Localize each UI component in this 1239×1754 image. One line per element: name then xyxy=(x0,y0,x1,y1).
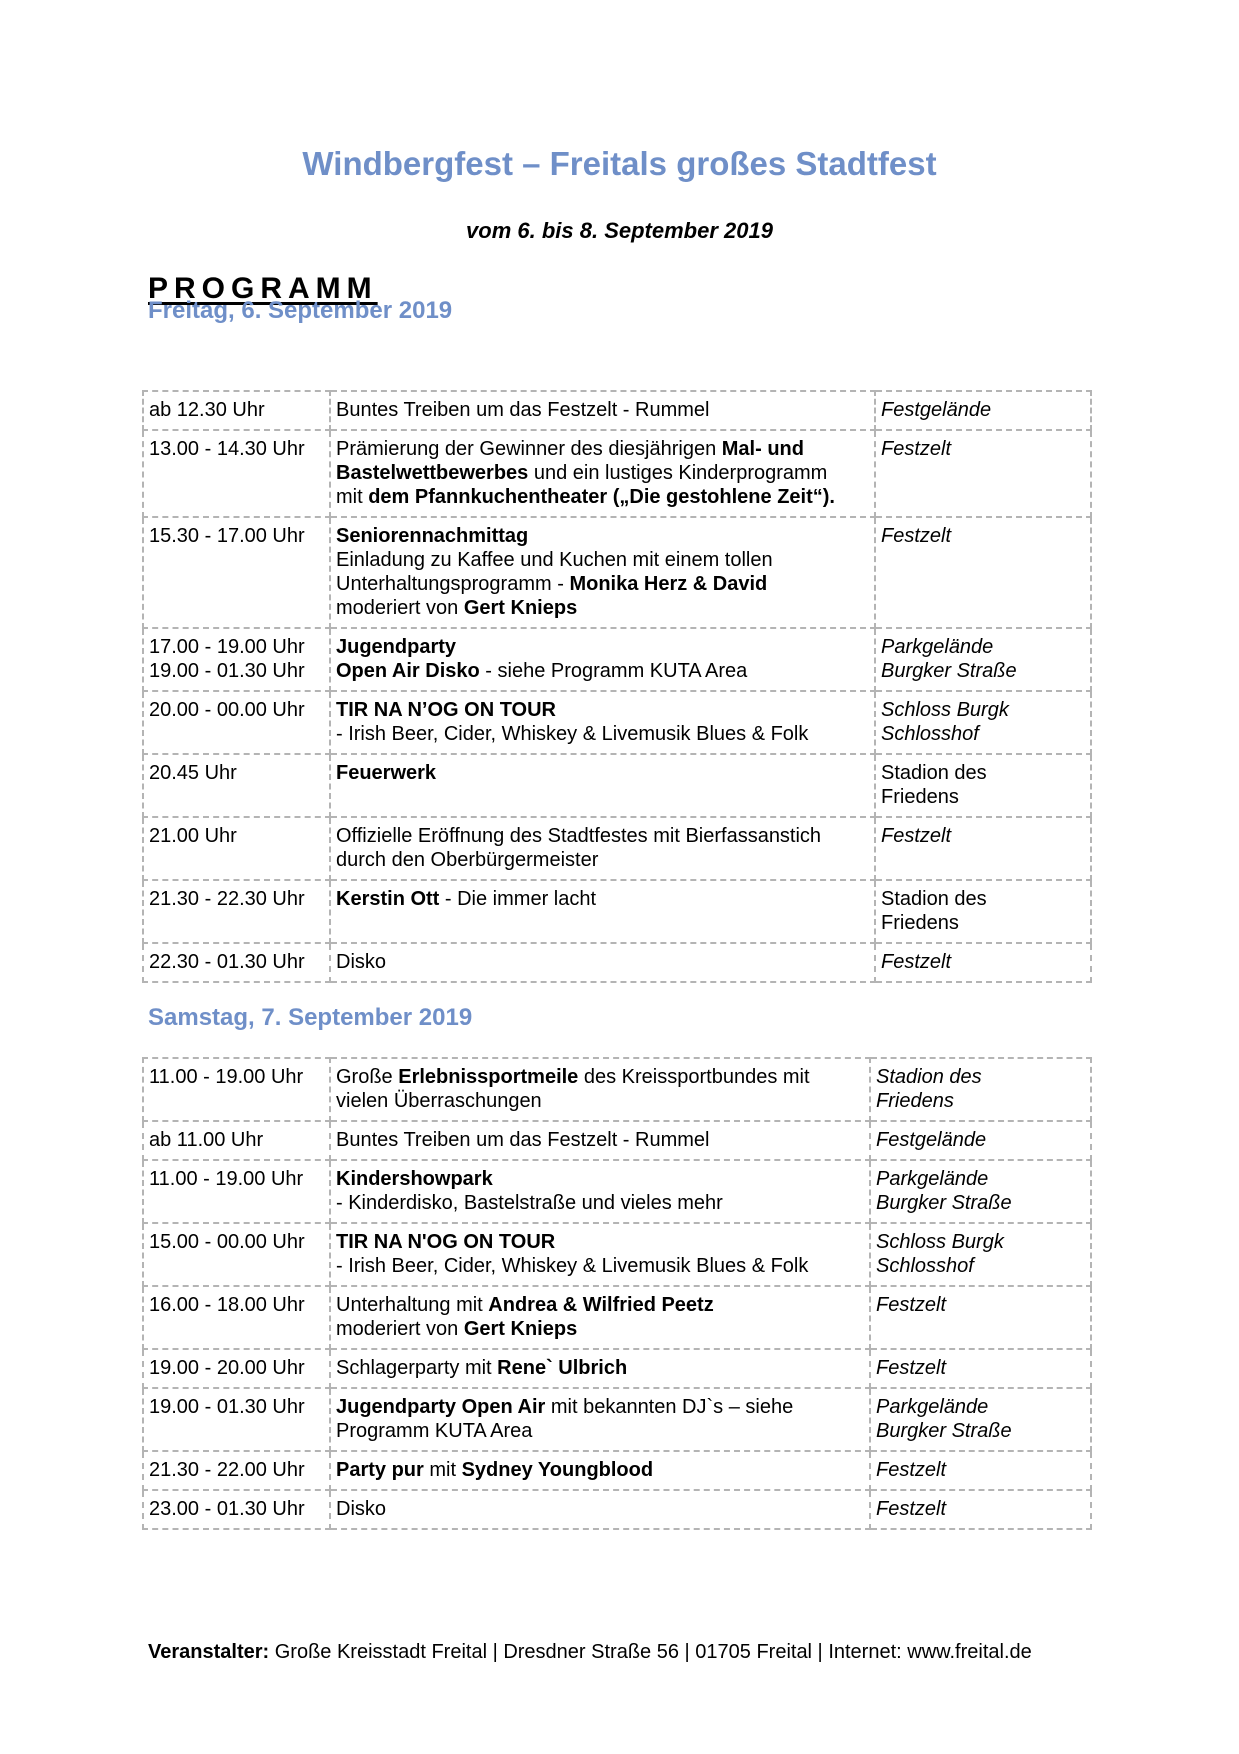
highlight-text: Gert Knieps xyxy=(463,1318,578,1340)
location-text: Festzelt xyxy=(881,525,952,547)
description-line xyxy=(336,1089,864,1113)
time-cell xyxy=(143,691,330,754)
description-text: Disko xyxy=(336,1498,387,1520)
location-text: Festgelände xyxy=(881,399,992,421)
highlight-text: dem Pfannkuchentheater („Die gestohlene Zeit“). xyxy=(368,486,835,508)
highlight-text: Andrea & Wilfried Peetz xyxy=(488,1294,714,1316)
description-cell xyxy=(330,943,875,982)
location-cell xyxy=(870,1223,1091,1286)
location-text: Friedens xyxy=(881,912,959,934)
organizer-label: Veranstalter: xyxy=(148,1641,270,1663)
time-cell xyxy=(143,1451,330,1490)
event-dates: vom 6. bis 8. September 2019 xyxy=(466,218,773,243)
description-cell xyxy=(330,1160,870,1223)
schedule-row xyxy=(143,943,1091,982)
schedule-row xyxy=(143,1058,1091,1121)
time-cell xyxy=(143,1286,330,1349)
schedule-row xyxy=(143,817,1091,880)
location-cell xyxy=(870,1451,1091,1490)
description-line xyxy=(336,1254,864,1278)
description-text: Programm KUTA Area xyxy=(336,1420,533,1442)
description-line xyxy=(336,887,869,911)
location-text: Stadion des xyxy=(881,888,987,910)
location-cell xyxy=(870,1490,1091,1529)
highlight-text: Feuerwerk xyxy=(336,762,437,784)
time-text: 19.00 - 01.30 Uhr xyxy=(149,660,305,682)
description-line xyxy=(336,1293,864,1317)
time-text: ab 12.30 Uhr xyxy=(149,399,265,421)
highlight-text: Rene` Ulbrich xyxy=(497,1357,628,1379)
time-cell xyxy=(143,880,330,943)
description-text: und ein lustiges Kinderprogramm xyxy=(528,462,828,484)
time-text: 21.30 - 22.30 Uhr xyxy=(149,888,305,910)
description-line xyxy=(336,398,869,422)
location-text: Friedens xyxy=(876,1090,954,1112)
description-text: Buntes Treiben um das Festzelt - Rummel xyxy=(336,1129,710,1151)
time-text: 17.00 - 19.00 Uhr xyxy=(149,636,305,658)
description-cell xyxy=(330,1058,870,1121)
description-text: moderiert von xyxy=(336,597,464,619)
description-line xyxy=(336,485,869,509)
time-text: 20.00 - 00.00 Uhr xyxy=(149,699,305,721)
description-line xyxy=(336,722,869,746)
schedule-row xyxy=(143,1490,1091,1529)
description-cell xyxy=(330,517,875,628)
location-text: Festzelt xyxy=(876,1459,947,1481)
description-text: Unterhaltung mit xyxy=(336,1294,489,1316)
location-text: Parkgelände xyxy=(876,1168,989,1190)
day-heading-friday: Freitag, 6. September 2019 xyxy=(148,297,453,324)
location-text: Festzelt xyxy=(881,951,952,973)
description-text: Große xyxy=(336,1066,399,1088)
description-text: Schlagerparty mit xyxy=(336,1357,498,1379)
schedule-row xyxy=(143,880,1091,943)
time-text: 13.00 - 14.30 Uhr xyxy=(149,438,305,460)
highlight-text: Mal- und xyxy=(721,438,804,460)
time-text: 19.00 - 20.00 Uhr xyxy=(149,1357,305,1379)
highlight-text: Jugendparty Open Air xyxy=(336,1396,546,1418)
schedule-row xyxy=(143,1451,1091,1490)
description-line xyxy=(336,1395,864,1419)
location-text: Burgker Straße xyxy=(876,1192,1012,1214)
time-cell xyxy=(143,817,330,880)
time-text: 15.30 - 17.00 Uhr xyxy=(149,525,305,547)
location-text: Schloss Burgk xyxy=(876,1231,1004,1253)
location-text: Festzelt xyxy=(876,1357,947,1379)
description-line xyxy=(336,659,869,683)
organizer-footer xyxy=(148,1641,1032,1664)
location-text: Festzelt xyxy=(881,825,952,847)
location-cell xyxy=(870,1349,1091,1388)
description-cell xyxy=(330,1223,870,1286)
time-cell xyxy=(143,1388,330,1451)
time-text: 19.00 - 01.30 Uhr xyxy=(149,1396,305,1418)
time-cell xyxy=(143,391,330,430)
location-text: Stadion des xyxy=(881,762,987,784)
description-cell xyxy=(330,880,875,943)
schedule-row xyxy=(143,1160,1091,1223)
description-line xyxy=(336,1356,864,1380)
highlight-text: Jugendparty xyxy=(336,636,457,658)
description-cell xyxy=(330,1451,870,1490)
description-text: des Kreissportbundes mit xyxy=(578,1066,810,1088)
time-cell xyxy=(143,754,330,817)
schedule-row xyxy=(143,691,1091,754)
description-line xyxy=(336,524,869,548)
location-cell xyxy=(875,691,1091,754)
schedule-table-friday xyxy=(142,390,1092,983)
description-line xyxy=(336,596,869,620)
schedule-row xyxy=(143,1223,1091,1286)
highlight-text: Kindershowpark xyxy=(336,1168,493,1190)
description-text: - Die immer lacht xyxy=(439,888,597,910)
description-line xyxy=(336,1167,864,1191)
schedule-row xyxy=(143,430,1091,517)
location-cell xyxy=(875,817,1091,880)
location-text: Schlosshof xyxy=(881,723,979,745)
description-cell xyxy=(330,628,875,691)
description-line xyxy=(336,761,869,785)
description-text: moderiert von xyxy=(336,1318,464,1340)
highlight-text: Gert Knieps xyxy=(463,597,578,619)
location-text: Parkgelände xyxy=(876,1396,989,1418)
description-line xyxy=(336,572,869,596)
highlight-text: Seniorennachmittag xyxy=(336,525,529,547)
time-cell xyxy=(143,1490,330,1529)
highlight-text: Monika Herz & David xyxy=(569,573,768,595)
description-line xyxy=(336,1497,864,1521)
description-text: mit xyxy=(336,486,369,508)
description-line xyxy=(336,698,869,722)
description-text: - siehe Programm KUTA Area xyxy=(479,660,748,682)
time-text: ab 11.00 Uhr xyxy=(149,1129,264,1151)
location-cell xyxy=(870,1121,1091,1160)
description-text: Buntes Treiben um das Festzelt - Rummel xyxy=(336,399,710,421)
location-text: Festzelt xyxy=(876,1498,947,1520)
description-line xyxy=(336,824,869,848)
description-line xyxy=(336,548,869,572)
location-text: Schlosshof xyxy=(876,1255,974,1277)
description-line xyxy=(336,437,869,461)
section-heading: PROGRAMM xyxy=(148,272,378,305)
description-line xyxy=(336,1230,864,1254)
page-title: Windbergfest – Freitals großes Stadtfest xyxy=(302,145,937,182)
description-line xyxy=(336,1128,864,1152)
time-cell xyxy=(143,517,330,628)
description-cell xyxy=(330,1388,870,1451)
description-text: Einladung zu Kaffee und Kuchen mit einem tollen xyxy=(336,549,773,571)
location-cell xyxy=(875,754,1091,817)
highlight-text: Bastelwettbewerbes xyxy=(336,462,529,484)
description-cell xyxy=(330,754,875,817)
location-cell xyxy=(875,391,1091,430)
highlight-text: TIR NA N’OG ON TOUR xyxy=(336,699,556,721)
schedule-row xyxy=(143,517,1091,628)
day-heading-saturday: Samstag, 7. September 2019 xyxy=(148,1004,473,1031)
description-cell xyxy=(330,817,875,880)
time-cell xyxy=(143,943,330,982)
organizer-details: Große Kreisstadt Freital | Dresdner Straße 56 | 01705 Freital | Internet: www.freital.de xyxy=(269,1641,1032,1663)
time-text: 11.00 - 19.00 Uhr xyxy=(149,1066,304,1088)
time-text: 21.30 - 22.00 Uhr xyxy=(149,1459,305,1481)
location-text: Parkgelände xyxy=(881,636,994,658)
description-text: - Irish Beer, Cider, Whiskey & Livemusik Blues & Folk xyxy=(336,1255,809,1277)
description-line xyxy=(336,461,869,485)
schedule-row xyxy=(143,754,1091,817)
highlight-text: Open Air Disko xyxy=(336,660,480,682)
description-line xyxy=(336,1191,864,1215)
time-cell xyxy=(143,1223,330,1286)
description-text: - Irish Beer, Cider, Whiskey & Livemusik Blues & Folk xyxy=(336,723,809,745)
location-text: Festgelände xyxy=(876,1129,987,1151)
highlight-text: TIR NA N'OG ON TOUR xyxy=(336,1231,556,1253)
description-line xyxy=(336,848,869,872)
description-text: Prämierung der Gewinner des diesjährigen xyxy=(336,438,722,460)
highlight-text: Kerstin Ott xyxy=(336,888,440,910)
location-text: Burgker Straße xyxy=(881,660,1017,682)
schedule-row xyxy=(143,628,1091,691)
description-line xyxy=(336,1458,864,1482)
location-text: Stadion des xyxy=(876,1066,982,1088)
description-line xyxy=(336,950,869,974)
location-cell xyxy=(875,943,1091,982)
location-text: Burgker Straße xyxy=(876,1420,1012,1442)
description-cell xyxy=(330,1121,870,1160)
location-text: Festzelt xyxy=(876,1294,947,1316)
description-text: Disko xyxy=(336,951,387,973)
description-text: Offizielle Eröffnung des Stadtfestes mit Bierfassanstich xyxy=(336,825,822,847)
location-text: Friedens xyxy=(881,786,959,808)
time-text: 20.45 Uhr xyxy=(149,762,237,784)
description-cell xyxy=(330,1490,870,1529)
time-text: 16.00 - 18.00 Uhr xyxy=(149,1294,305,1316)
time-text: 15.00 - 00.00 Uhr xyxy=(149,1231,305,1253)
location-cell xyxy=(870,1160,1091,1223)
location-text: Festzelt xyxy=(881,438,952,460)
description-line xyxy=(336,1065,864,1089)
description-line xyxy=(336,1419,864,1443)
description-line xyxy=(336,635,869,659)
highlight-text: Party pur xyxy=(336,1459,424,1481)
location-cell xyxy=(870,1058,1091,1121)
description-text: Unterhaltungsprogramm - xyxy=(336,573,570,595)
time-text: 21.00 Uhr xyxy=(149,825,237,847)
description-cell xyxy=(330,1349,870,1388)
location-cell xyxy=(875,517,1091,628)
description-cell xyxy=(330,391,875,430)
description-cell xyxy=(330,691,875,754)
time-cell xyxy=(143,1349,330,1388)
schedule-row xyxy=(143,1349,1091,1388)
location-cell xyxy=(875,628,1091,691)
time-text: 22.30 - 01.30 Uhr xyxy=(149,951,305,973)
description-cell xyxy=(330,1286,870,1349)
time-cell xyxy=(143,1058,330,1121)
description-text: mit xyxy=(423,1459,462,1481)
time-cell xyxy=(143,1121,330,1160)
description-text: - Kinderdisko, Bastelstraße und vieles mehr xyxy=(336,1192,723,1214)
schedule-row xyxy=(143,1286,1091,1349)
location-cell xyxy=(870,1388,1091,1451)
location-cell xyxy=(875,880,1091,943)
description-text: mit bekannten DJ`s – siehe xyxy=(545,1396,794,1418)
schedule-table-saturday xyxy=(142,1057,1092,1530)
description-line xyxy=(336,1317,864,1341)
description-text: vielen Überraschungen xyxy=(336,1090,542,1112)
schedule-row xyxy=(143,1121,1091,1160)
highlight-text: Erlebnissportmeile xyxy=(398,1066,579,1088)
location-cell xyxy=(870,1286,1091,1349)
description-cell xyxy=(330,430,875,517)
schedule-row xyxy=(143,391,1091,430)
description-text: durch den Oberbürgermeister xyxy=(336,849,599,871)
time-text: 11.00 - 19.00 Uhr xyxy=(149,1168,304,1190)
highlight-text: Sydney Youngblood xyxy=(461,1459,654,1481)
time-text: 23.00 - 01.30 Uhr xyxy=(149,1498,305,1520)
location-cell xyxy=(875,430,1091,517)
schedule-row xyxy=(143,1388,1091,1451)
time-cell xyxy=(143,430,330,517)
location-text: Schloss Burgk xyxy=(881,699,1009,721)
time-cell xyxy=(143,628,330,691)
time-cell xyxy=(143,1160,330,1223)
